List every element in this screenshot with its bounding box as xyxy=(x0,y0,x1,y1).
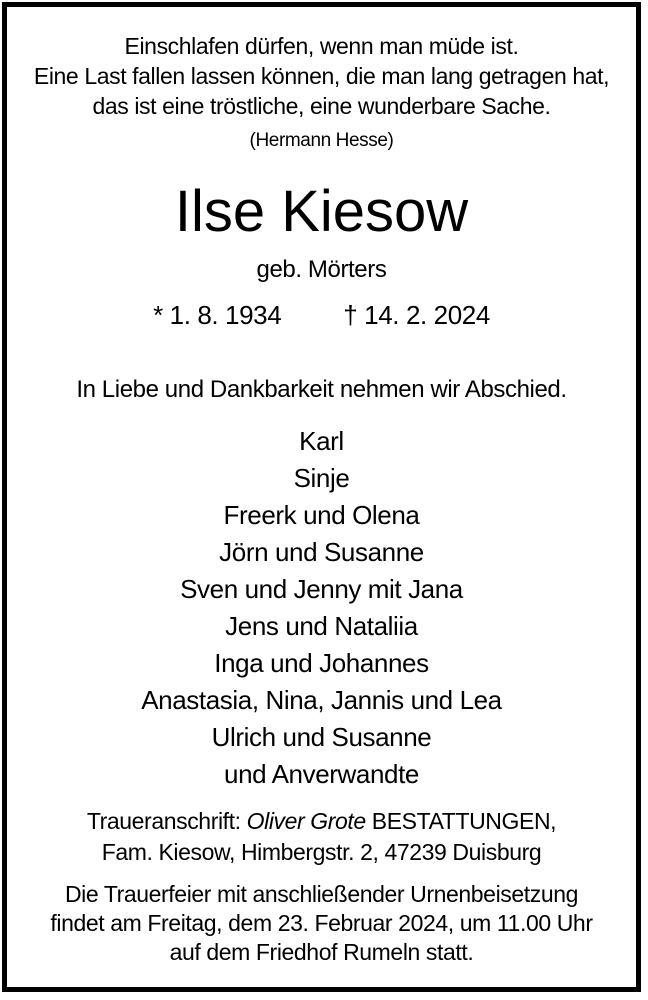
quote-line: das ist eine tröstliche, eine wunderbare Sache. xyxy=(92,93,551,119)
death-date: † 14. 2. 2024 xyxy=(343,300,490,330)
mourner-line: und Anverwandte xyxy=(224,759,419,789)
quote-attribution: (Hermann Hesse) xyxy=(249,130,394,151)
mourner-line: Karl xyxy=(299,426,344,456)
ceremony-line: auf dem Friedhof Rumeln statt. xyxy=(169,939,474,965)
mourner-line: Sven und Jenny mit Jana xyxy=(180,574,463,604)
mourner-line: Ulrich und Susanne xyxy=(211,722,432,752)
mourning-address-block xyxy=(7,806,636,868)
mourning-address-line xyxy=(7,806,636,837)
mourner-line: Jens und Nataliia xyxy=(225,611,418,641)
mourner-line: Anastasia, Nina, Jannis und Lea xyxy=(141,685,502,715)
mourning-address-line: Fam. Kiesow, Himbergstr. 2, 47239 Duisburg xyxy=(101,839,542,865)
maiden-name: geb. Mörters xyxy=(256,256,387,283)
ceremony-line: findet am Freitag, dem 23. Februar 2024, um 11.00 Uhr xyxy=(50,910,593,936)
address-prefix: Traueranschrift: xyxy=(86,808,247,834)
birth-date: * 1. 8. 1934 xyxy=(153,300,282,330)
mourner-line: Sinje xyxy=(293,463,350,493)
mourner-line: Freerk und Olena xyxy=(223,500,420,530)
quote-line: Einschlafen dürfen, wenn man müde ist. xyxy=(124,33,519,59)
mourner-line: Jörn und Susanne xyxy=(219,537,424,567)
life-dates xyxy=(7,299,636,331)
mourners-list xyxy=(7,423,636,793)
address-suffix: BESTATTUNGEN, xyxy=(365,808,557,834)
farewell-line: In Liebe und Dankbarkeit nehmen wir Abschied. xyxy=(76,376,567,403)
obituary-notice xyxy=(2,2,641,992)
mourner-line: Inga und Johannes xyxy=(214,648,429,678)
deceased-name: Ilse Kiesow xyxy=(174,179,469,244)
funeral-home-name: Oliver Grote xyxy=(246,808,366,834)
quote-line: Eine Last fallen lassen können, die man lang getragen hat, xyxy=(33,63,610,89)
ceremony-info-block xyxy=(7,880,636,967)
ceremony-line: Die Trauerfeier mit anschließender Urnenbeisetzung xyxy=(64,881,579,907)
quote-block xyxy=(7,31,636,121)
